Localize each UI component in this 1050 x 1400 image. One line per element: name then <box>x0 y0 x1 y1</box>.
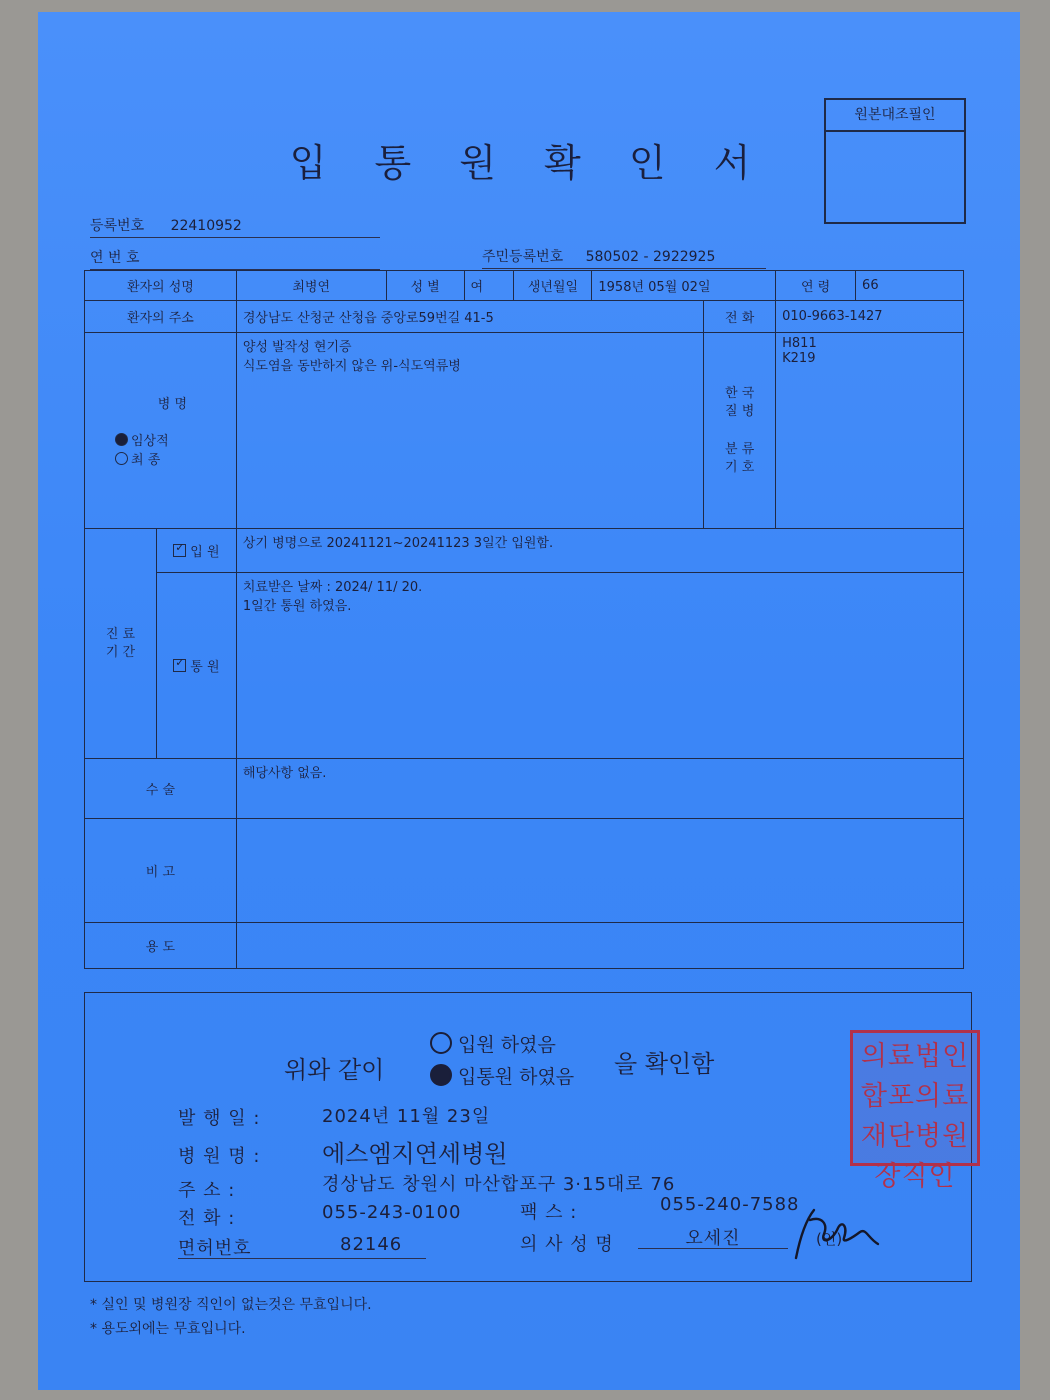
age-label: 연 령 <box>776 271 856 301</box>
hospital-seal <box>850 1030 980 1192</box>
age-value: 66 <box>856 271 964 301</box>
doctor-signature-icon <box>782 1198 892 1268</box>
doctor-label: 의 사 성 명 <box>520 1234 614 1255</box>
resident-id-line <box>482 246 766 269</box>
phone-label: 전 화 <box>704 301 776 333</box>
outpatient-line-2: 1일간 통원 하였음. <box>242 599 352 614</box>
fax-value: 055-240-7588 <box>660 1194 800 1215</box>
empty-circle-icon <box>115 452 128 465</box>
birth-label: 생년월일 <box>514 271 592 301</box>
filled-circle-icon <box>115 433 128 446</box>
resident-id-value: 580502 - 2922925 <box>585 249 716 265</box>
disease-names <box>236 333 703 529</box>
kcd-label-2: 질 병 <box>725 403 755 419</box>
registration-number-label: 등록번호 <box>90 218 145 234</box>
hospital-label: 병 원 명 : <box>178 1146 261 1167</box>
disease-option-clinical: 임상적 <box>115 430 230 449</box>
hospital-address-label: 주 소 : <box>178 1180 236 1201</box>
patient-info-table <box>84 270 964 969</box>
kcd-label-cell <box>704 333 776 529</box>
kcd-code-1: H811 <box>782 336 817 351</box>
hospital-phone-label: 전 화 : <box>178 1208 236 1229</box>
kcd-label-4: 기 호 <box>725 459 755 475</box>
license-label: 면허번호 <box>178 1238 252 1259</box>
surgery-label: 수 술 <box>85 759 237 819</box>
empty-circle-icon <box>430 1032 452 1054</box>
document-paper <box>38 12 1020 1390</box>
inpatient-label: ✓입 원 <box>156 529 236 573</box>
patient-name-label: 환자의 성명 <box>85 271 237 301</box>
purpose-value <box>236 923 963 969</box>
remarks-label: 비 고 <box>85 819 237 923</box>
disease-name-2: 식도염을 동반하지 않은 위-식도역류병 <box>242 359 461 374</box>
fax-label: 팩 스 : <box>520 1202 578 1223</box>
hospital-phone-value: 055-243-0100 <box>322 1202 462 1223</box>
filled-circle-icon <box>430 1064 452 1086</box>
hospital-address-value: 경상남도 창원시 마산합포구 3·15대로 76 <box>322 1174 676 1195</box>
hospital-seal-text: 의료법인합포의료재단병원장직인 <box>860 1041 970 1192</box>
confirmation-suffix: 을 확인함 <box>614 1050 715 1078</box>
serial-number-label: 연 번 호 <box>90 250 140 266</box>
license-line <box>178 1234 426 1259</box>
patient-name-value: 최병연 <box>236 271 386 301</box>
confirmation-option-both: 입통원 하였음 <box>430 1062 574 1089</box>
checkbox-checked-icon <box>173 544 186 557</box>
doctor-seal-mark: (인) <box>816 1230 843 1248</box>
outpatient-text <box>236 573 963 759</box>
kcd-codes <box>776 333 964 529</box>
disease-option-final: 최 종 <box>115 449 230 468</box>
disease-label-cell <box>85 333 237 529</box>
original-verification-box <box>824 98 966 224</box>
surgery-value: 해당사항 없음. <box>236 759 963 819</box>
sex-value: 여 <box>464 271 514 301</box>
remarks-value <box>236 819 963 923</box>
issue-date-label: 발 행 일 : <box>178 1108 261 1129</box>
registration-number-value: 22410952 <box>170 218 242 234</box>
kcd-code-2: K219 <box>782 351 816 366</box>
registration-number-line <box>90 215 380 238</box>
birth-value: 1958년 05월 02일 <box>592 271 776 301</box>
phone-value: 010-9663-1427 <box>776 301 964 333</box>
treatment-period-label: 진 료 기 간 <box>85 529 157 759</box>
confirmation-option-inpatient: 입원 하였음 <box>430 1030 556 1057</box>
kcd-label-1: 한 국 <box>725 385 755 401</box>
original-verification-label: 원본대조필인 <box>826 100 964 132</box>
note-2: * 용도외에는 무효입니다. <box>90 1321 246 1337</box>
outpatient-label: ✓통 원 <box>156 573 236 759</box>
inpatient-text: 상기 병명으로 20241121~20241123 3일간 입원함. <box>236 529 963 573</box>
patient-address-label: 환자의 주소 <box>85 301 237 333</box>
checkbox-checked-icon <box>173 659 186 672</box>
document-title: 입 통 원 확 인 서 <box>289 141 769 185</box>
resident-id-label: 주민등록번호 <box>482 249 564 265</box>
kcd-label-3: 분 류 <box>725 441 755 457</box>
disease-label: 병 명 <box>157 397 188 412</box>
issue-date-value: 2024년 11월 23일 <box>322 1106 491 1127</box>
purpose-label: 용 도 <box>85 923 237 969</box>
patient-address-value: 경상남도 산청군 산청읍 중앙로59번길 41-5 <box>236 301 703 333</box>
disease-name-1: 양성 발작성 현기증 <box>242 340 352 355</box>
hospital-name: 에스엠지연세병원 <box>322 1140 508 1168</box>
note-1: * 실인 및 병원장 직인이 없는것은 무효입니다. <box>90 1297 372 1313</box>
license-value: 82146 <box>340 1234 403 1255</box>
confirmation-prefix: 위와 같이 <box>284 1056 385 1084</box>
serial-number-line <box>90 247 380 270</box>
outpatient-line-1: 치료받은 날짜 : 2024/ 11/ 20. <box>242 580 423 595</box>
sex-label: 성 별 <box>386 271 464 301</box>
doctor-name: 오세진 <box>638 1224 788 1249</box>
